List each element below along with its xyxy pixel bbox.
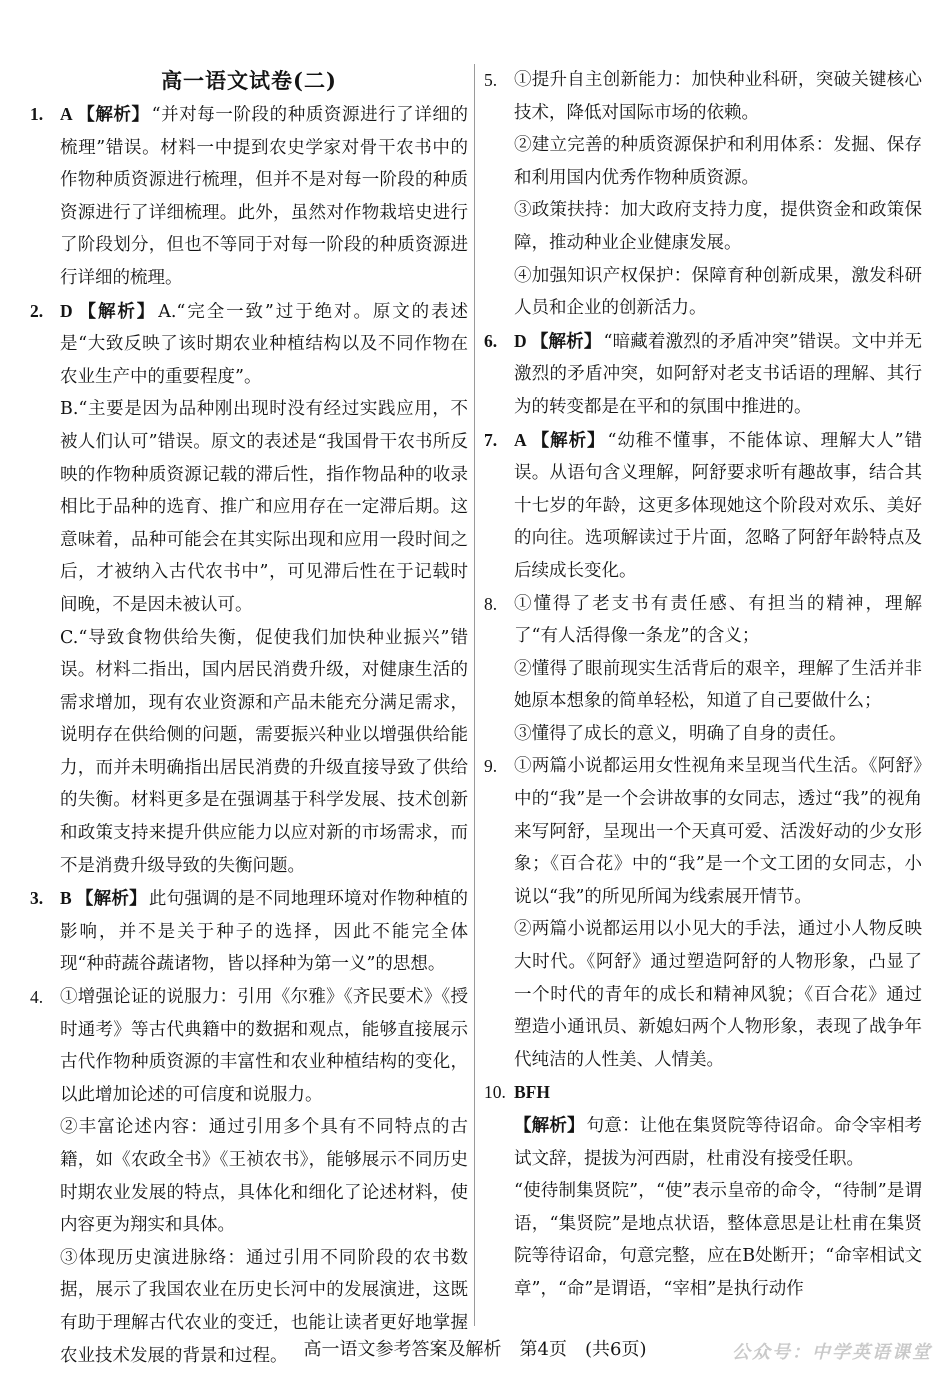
page-footer: 高一语文参考答案及解析 第4页 (共6页)	[303, 1339, 647, 1360]
item-text	[514, 1110, 922, 1175]
watermark: 公众号：中学英语课堂	[732, 1342, 932, 1363]
answer-point: ③懂得了成长的意义，明确了自身的责任。	[514, 723, 847, 744]
right-column	[484, 64, 922, 1306]
analysis-tag: 【解析】	[75, 889, 147, 910]
page-title: 高一语文试卷(二)	[161, 68, 337, 93]
item-number: 8.	[484, 593, 498, 614]
item-number: 7.	[484, 429, 498, 450]
answer-point: ②两篇小说都运用以小见大的手法，通过小人物反映大时代。《阿舒》通过塑造阿舒的人物形象，凸显了一个时代的青年的成长和精神风貌；《百合花》通过塑造小通讯员、新媳妇两个人物形象，表现了战争年代纯洁的人性美、人情美。	[514, 919, 922, 1070]
answer-point: ③体现历史演进脉络：通过引用不同阶段的农书数据，展示了我国农业在历史长河中的发展演进，这既有助于理解古代农业的变迁，也能让读者更好地掌握农业技术发展的背景和过程。	[60, 1247, 468, 1366]
item-number: 3.	[30, 888, 44, 909]
item-text	[514, 325, 922, 424]
item-number: 10.	[484, 1082, 506, 1103]
item-text	[60, 295, 468, 394]
item-number: 2.	[30, 300, 44, 321]
answer-point: ①提升自主创新能力：加快种业科研，突破关键核心技术，降低对国际市场的依赖。	[514, 70, 922, 123]
answer-point: ②懂得了眼前现实生活背后的艰辛，理解了生活并非她原本想象的简单轻松，知道了自己要做什么；	[514, 658, 922, 712]
answer-item-2	[30, 295, 468, 883]
item-number: 9.	[484, 756, 498, 777]
item-text	[60, 882, 468, 981]
answer-item-8	[484, 588, 922, 751]
item-text	[60, 98, 468, 295]
answer-letter: A	[60, 104, 73, 124]
answer-item-5	[484, 64, 922, 325]
item-text	[514, 1076, 922, 1110]
answer-point: ③政策扶持：加大政府支持力度，提供资金和政策保障，推动种业企业健康发展。	[514, 200, 922, 253]
item-number: 4.	[30, 987, 44, 1008]
answer-item-9	[484, 750, 922, 1076]
answer-point: ①懂得了老支书有责任感、有担当的精神，理解了“有人活得像一条龙”的含义；	[514, 593, 922, 647]
analysis-tag: 【解析】	[530, 430, 606, 451]
analysis-paragraph: C.“导致食物供给失衡，促使我们加快种业振兴”错误。材料二指出，国内居民消费升级，对健康生活的需求增加，现有农业资源和产品未能充分满足需求，说明存在供给侧的问题，需要振兴种业以增强供给能力，而并未明确指出居民消费的升级直接导致了供给的失衡。材料更多是在强调基于科学发展、技术创新和政策支持来提升供应能力以应对新的市场需求，而不是消费升级导致的失衡问题。	[60, 627, 468, 876]
answer-letter: B	[60, 888, 72, 909]
analysis-tag: 【解析】	[76, 301, 157, 322]
analysis-text: A.“完全一致”过于绝对。原文的表述是“大致反映了该时期农业种植结构以及不同作物在农业生产中的重要程度”。	[60, 301, 469, 387]
item-number: 5.	[484, 70, 498, 90]
analysis-tag: 【解析】	[76, 105, 150, 125]
analysis-text: 此句强调的是不同地理环境对作物种植的影响，并不是关于种子的选择，因此不能完全体现“种莳蔬谷蔬诸物，皆以择种为第一义”的思想。	[60, 889, 469, 975]
answer-item-7	[484, 424, 922, 588]
answer-point: ②丰富论述内容：通过引用多个具有不同特点的古籍，如《农政全书》《王祯农书》，能够展示不同历史时期农业发展的特点，具体化和细化了论述材料，使内容更为翔实和具体。	[60, 1117, 468, 1236]
answer-item-6	[484, 325, 922, 424]
analysis-text: “并对每一阶段的种质资源进行了详细的梳理”错误。材料一中提到农史学家对骨干农书中的作物种质资源进行梳理，但并不是对每一阶段的种质资源进行了详细梳理。此外，虽然对作物栽培史进行了阶段划分，但也不等同于对每一阶段的种质资源进行详细的梳理。	[60, 105, 468, 288]
analysis-paragraph: B.“主要是因为品种刚出现时没有经过实践应用，不被人们认可”错误。原文的表述是“我国骨干农书所反映的作物种质资源记载的滞后性，指作物品种的收录相比于品种的选育、推广和应用存在一定滞后期。这意味着，品种可能会在其实际出现和应用一段时间之后，才被纳入古代农书中”，可见滞后性在于记载时间晚，不是因未被认可。	[60, 399, 468, 615]
analysis-text: “幼稚不懂事，不能体谅、理解大人”错误。从语句含义理解，阿舒要求听有趣故事，结合其十七岁的年龄，这更多体现她这个阶段对欢乐、美好的向往。选项解读过于片面，忽略了阿舒年龄特点及后续成长变化。	[514, 430, 923, 581]
analysis-tag: 【解析】	[530, 331, 602, 352]
item-number: 1.	[30, 104, 44, 124]
answer-item-10	[484, 1076, 922, 1305]
answer-letter: D	[60, 300, 73, 321]
answer-item-1	[30, 98, 468, 295]
left-column	[30, 64, 468, 1372]
answer-item-3	[30, 882, 468, 981]
answer-point: ④加强知识产权保护：保障育种创新成果，激发科研人员和企业的创新活力。	[514, 265, 922, 319]
answer-letter: D	[514, 330, 527, 351]
column-divider	[474, 64, 475, 1326]
answer-point: ①增强论证的说服力：引用《尔雅》《齐民要术》《授时通考》等古代典籍中的数据和观点，能够直接展示古代作物种质资源的丰富性和农业种植结构的变化，以此增加论述的可信度和说服力。	[60, 987, 468, 1105]
analysis-tag: 【解析】	[514, 1116, 585, 1136]
answer-point: ②建立完善的种质资源保护和利用体系：发掘、保存和利用国内优秀作物种质资源。	[514, 135, 922, 188]
item-number: 6.	[484, 330, 498, 351]
item-text	[514, 424, 922, 588]
analysis-text: 句意：让他在集贤院等待诏命。命令宰相考试文辞，提拔为河西尉，杜甫没有接受任职。	[514, 1116, 923, 1169]
analysis-paragraph: “使待制集贤院”，“使”表示皇帝的命令，“待制”是谓语，“集贤院”是地点状语，整体意思是让杜甫在集贤院等待诏命，句意完整，应在B处断开；“命宰相试文章”，“命”是谓语，“宰相”是执行动作	[514, 1181, 922, 1299]
analysis-text: “暗藏着激烈的矛盾冲突”错误。文中并无激烈的矛盾冲突，如阿舒对老支书话语的理解、其行为的转变都是在平和的氛围中推进的。	[514, 331, 922, 417]
answer-item-4	[30, 981, 468, 1372]
answer-letter: A	[514, 429, 527, 450]
answer-point: ①两篇小说都运用女性视角来呈现当代生活。《阿舒》中的“我”是一个会讲故事的女同志，透过“我”的视角来写阿舒，呈现出一个天真可爱、活泼好动的少女形象；《百合花》中的“我”是一个文工团的女同志，小说以“我”的所见所闻为线索展开情节。	[514, 756, 922, 907]
answer-letter: BFH	[514, 1082, 550, 1103]
